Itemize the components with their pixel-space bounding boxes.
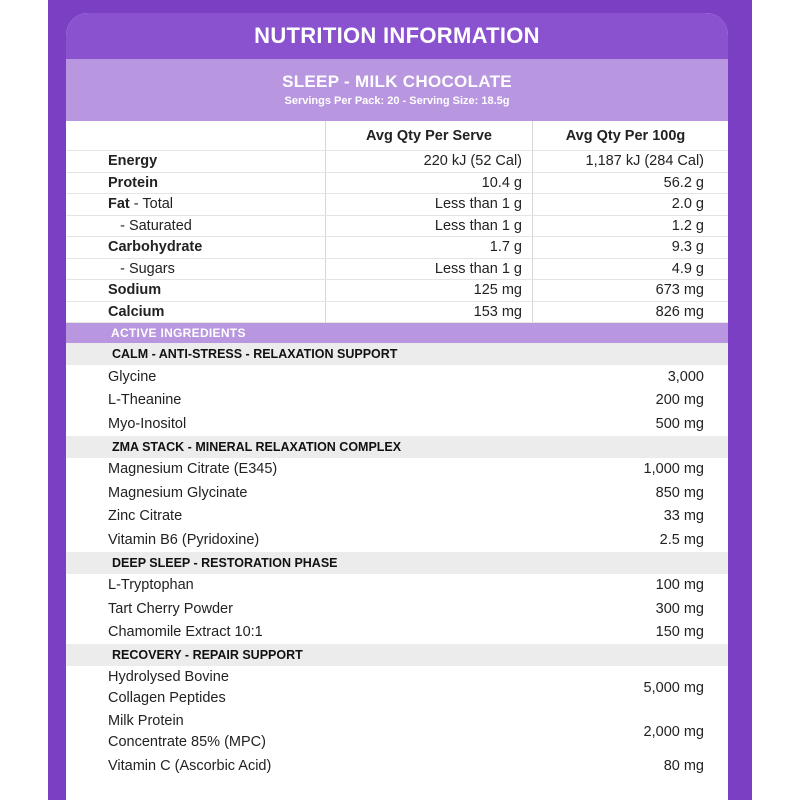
nutrition-row [66, 151, 728, 173]
ingredient-row [66, 481, 728, 505]
nutrient-name [66, 194, 326, 215]
ingredient-name-line1: Glycine [108, 368, 157, 385]
ingredient-amount: 3,000 [667, 368, 704, 385]
ingredient-name-line1: Magnesium Citrate (E345) [108, 461, 278, 478]
nutrition-panel [66, 13, 728, 800]
ingredient-amount: 80 mg [663, 757, 704, 774]
ingredient-name-line2: Collagen Peptides [108, 690, 226, 706]
nutrient-serve: Less than 1 g [326, 216, 533, 237]
ingredient-amount: 500 mg [655, 415, 704, 432]
nutrition-row [66, 259, 728, 281]
ingredient-name [66, 601, 526, 617]
ingredient-name-line1: Vitamin C (Ascorbic Acid) [108, 757, 272, 774]
nutrient-name [66, 302, 326, 323]
ingredient-amount: 1,000 mg [643, 461, 704, 478]
nutrient-detail: - Total [129, 196, 174, 213]
ingredient-name [66, 485, 526, 501]
ingredient-row [66, 574, 728, 598]
nutrient-name [66, 280, 326, 301]
ingredient-name-line1: Vitamin B6 (Pyridoxine) [108, 531, 260, 548]
nutrient-name [66, 237, 326, 258]
ingredient-name [66, 416, 526, 432]
ingredient-name-line1: Hydrolysed Bovine [108, 669, 229, 685]
ingredient-amount: 33 mg [663, 508, 704, 525]
ingredient-name-line1: Magnesium Glycinate [108, 484, 248, 501]
ingredient-name-line1: L-Tryptophan [108, 577, 194, 594]
nutrition-row [66, 173, 728, 195]
ingredient-amount: 300 mg [655, 600, 704, 617]
nutrient-per100: 673 mg [655, 282, 704, 299]
nutrient-bold: Calcium [108, 303, 165, 320]
ingredient-row [66, 754, 728, 778]
section-title: ZMA STACK - MINERAL RELAXATION COMPLEX [66, 436, 728, 458]
nutrient-per100: 2.0 g [671, 196, 704, 213]
nutrient-detail: - Sugars [108, 260, 175, 277]
ingredient-name-line1: Tart Cherry Powder [108, 600, 233, 617]
nutrient-per100: 4.9 g [671, 260, 704, 277]
nutrient-name [66, 259, 326, 280]
ingredient-name [66, 711, 526, 753]
serving-info: Servings Per Pack: 20 - Serving Size: 18.5g [284, 95, 510, 107]
nutrient-name [66, 173, 326, 194]
ingredient-row [66, 528, 728, 552]
ingredient-amount: 200 mg [655, 392, 704, 409]
ingredient-name [66, 532, 526, 548]
header-blank [66, 121, 326, 150]
ingredient-name [66, 508, 526, 524]
ingredient-name-line1: Milk Protein [108, 713, 184, 729]
nutrition-table [66, 151, 728, 323]
nutrition-row [66, 216, 728, 238]
ingredient-amount: 5,000 mg [643, 680, 704, 696]
ingredient-name [66, 624, 526, 640]
nutrition-row [66, 194, 728, 216]
col-100g-header: Avg Qty Per 100g [565, 127, 686, 144]
nutrient-serve: 153 mg [326, 302, 533, 323]
ingredient-row [66, 458, 728, 482]
ingredient-row [66, 597, 728, 621]
ingredient-name-line1: Myo-Inositol [108, 415, 187, 432]
ingredient-amount: 150 mg [655, 624, 704, 641]
nutrient-per100: 56.2 g [663, 174, 704, 191]
ingredient-amount: 850 mg [655, 484, 704, 501]
ingredient-name [66, 461, 526, 477]
nutrient-per100: 1.2 g [671, 217, 704, 234]
ingredient-name-line2: Concentrate 85% (MPC) [108, 734, 266, 750]
section-title: CALM - ANTI-STRESS - RELAXATION SUPPORT [66, 343, 728, 365]
nutrient-per100: 826 mg [655, 303, 704, 320]
nutrient-detail: - Saturated [108, 217, 192, 234]
ingredient-name-line1: L-Theanine [108, 392, 182, 409]
active-ingredients-bar: ACTIVE INGREDIENTS [66, 323, 728, 343]
ingredient-name [66, 369, 526, 385]
nutrient-name [66, 151, 326, 172]
nutrient-serve: Less than 1 g [326, 259, 533, 280]
ingredient-amount: 100 mg [655, 577, 704, 594]
section-title: RECOVERY - REPAIR SUPPORT [66, 644, 728, 666]
nutrition-row [66, 302, 728, 324]
ingredient-row [66, 621, 728, 645]
ingredient-name-line1: Chamomile Extract 10:1 [108, 624, 263, 641]
nutrition-row [66, 237, 728, 259]
nutrient-serve: Less than 1 g [326, 194, 533, 215]
product-banner [66, 59, 728, 121]
panel-title: NUTRITION INFORMATION [66, 13, 728, 59]
nutrient-name [66, 216, 326, 237]
col-serve-header: Avg Qty Per Serve [326, 121, 533, 150]
ingredient-name [66, 758, 526, 774]
ingredient-row [66, 365, 728, 389]
ingredient-row [66, 710, 728, 754]
ingredient-amount: 2.5 mg [659, 531, 704, 548]
column-headers [66, 121, 728, 151]
nutrient-bold: Fat [108, 196, 130, 213]
active-ingredients-list [66, 343, 728, 778]
nutrient-bold: Carbohydrate [108, 239, 203, 256]
nutrient-serve: 125 mg [326, 280, 533, 301]
nutrient-serve: 220 kJ (52 Cal) [326, 151, 533, 172]
nutrient-bold: Protein [108, 174, 158, 191]
ingredient-row [66, 505, 728, 529]
ingredient-row [66, 666, 728, 710]
ingredient-name [66, 392, 526, 408]
nutrition-row [66, 280, 728, 302]
nutrient-bold: Energy [108, 153, 158, 170]
ingredient-name [66, 577, 526, 593]
ingredient-row [66, 389, 728, 413]
nutrient-serve: 10.4 g [326, 173, 533, 194]
ingredient-name [66, 667, 526, 709]
nutrient-per100: 9.3 g [671, 239, 704, 256]
ingredient-name-line1: Zinc Citrate [108, 508, 183, 525]
ingredient-amount: 2,000 mg [643, 724, 704, 740]
ingredient-row [66, 412, 728, 436]
product-name: SLEEP - MILK CHOCOLATE [282, 72, 512, 91]
section-title: DEEP SLEEP - RESTORATION PHASE [66, 552, 728, 574]
nutrient-serve: 1.7 g [326, 237, 533, 258]
nutrient-per100: 1,187 kJ (284 Cal) [585, 153, 704, 170]
nutrient-bold: Sodium [108, 282, 162, 299]
